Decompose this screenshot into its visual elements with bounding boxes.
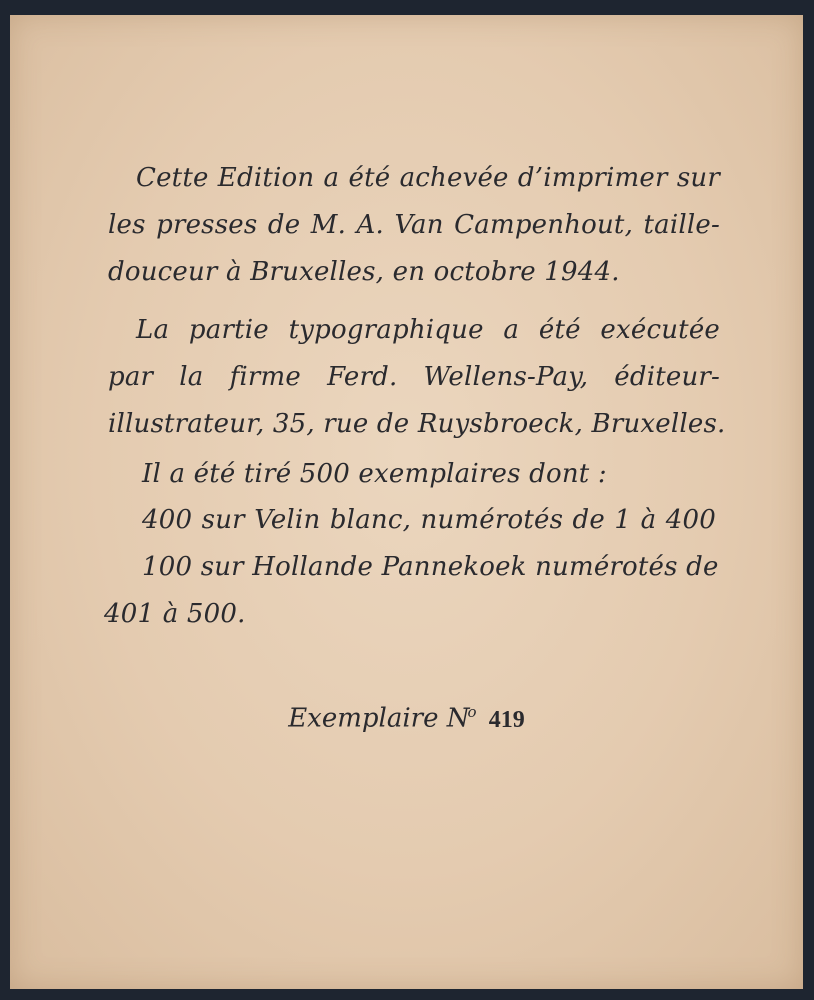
- colophon-line: 400 sur Velin blanc, numérotés de 1 à 400: [142, 505, 716, 535]
- colophon-line: par la firme Ferd. Wellens-Pay, éditeur-: [108, 362, 720, 392]
- colophon-line: illustrateur, 35, rue de Ruysbroeck, Bruxelles.: [108, 409, 726, 439]
- colophon-line: 401 à 500.: [104, 599, 246, 629]
- colophon-line: La partie typographique a été exécutée: [136, 315, 720, 345]
- copy-label: Exemplaire N: [288, 703, 470, 734]
- copy-number-line: [10, 703, 803, 734]
- colophon-line: Cette Edition a été achevée d’imprimer sur: [136, 163, 720, 193]
- numero-superscript: o: [467, 703, 477, 721]
- copy-number: 419: [488, 706, 525, 733]
- colophon-page: [10, 15, 803, 989]
- colophon-line: 100 sur Hollande Pannekoek numérotés de: [142, 552, 719, 582]
- colophon-line: Il a été tiré 500 exemplaires dont :: [142, 459, 607, 489]
- colophon-line: les presses de M. A. Van Campenhout, taille-: [108, 210, 720, 240]
- colophon-line: douceur à Bruxelles, en octobre 1944.: [108, 257, 620, 287]
